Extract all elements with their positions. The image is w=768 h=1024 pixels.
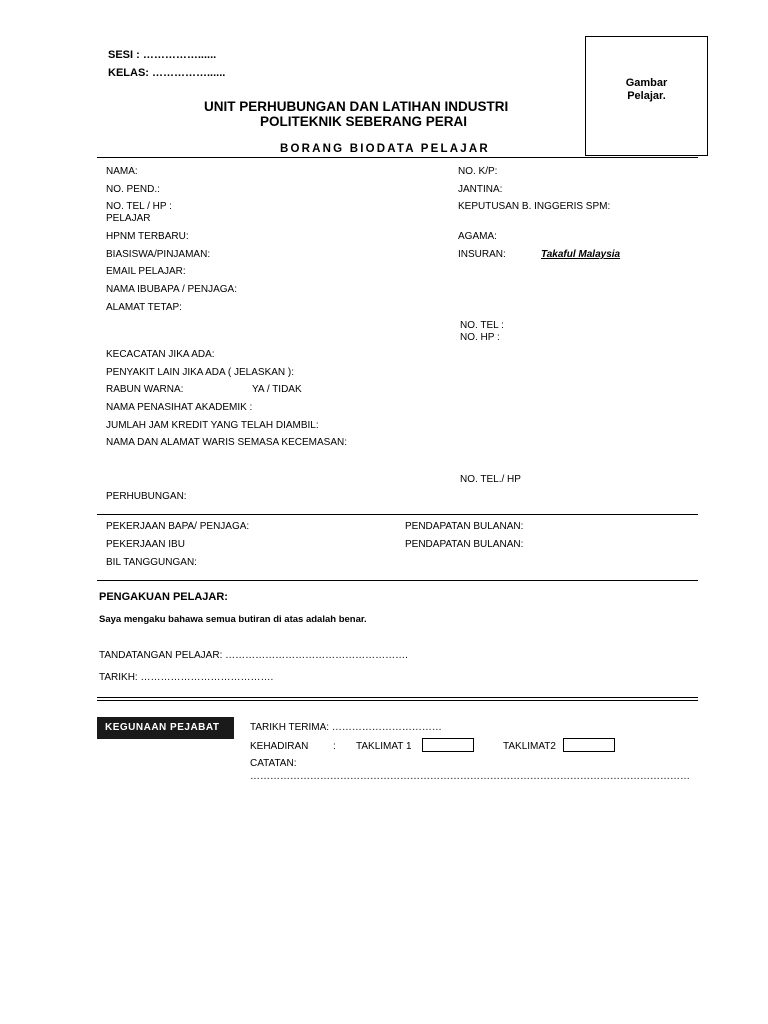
declaration-statement: Saya mengaku bahawa semua butiran di atas adalah benar. (99, 614, 367, 625)
declaration-divider (97, 580, 698, 581)
office-use-label: KEGUNAAN PEJABAT (97, 717, 234, 739)
label-catatan: CATATAN: (250, 758, 297, 769)
label-nama: NAMA: (106, 166, 138, 177)
label-pekerjaan-ibu: PEKERJAAN IBU (106, 539, 185, 550)
label-tanggungan: BIL TANGGUNGAN: (106, 557, 197, 568)
label-no-tel: NO. TEL / HP : (106, 201, 172, 212)
label-pendapatan-bapa: PENDAPATAN BULANAN: (405, 521, 524, 532)
label-no-kp: NO. K/P: (458, 166, 498, 177)
kelas-field: KELAS: ……………...... (108, 67, 226, 79)
label-no-pend: NO. PEND.: (106, 184, 160, 195)
label-pekerjaan-bapa: PEKERJAAN BAPA/ PENJAGA: (106, 521, 250, 532)
label-penasihat: NAMA PENASIHAT AKADEMIK : (106, 402, 253, 413)
label-rabun: RABUN WARNA: (106, 384, 184, 395)
signature-field: TANDATANGAN PELAJAR: ………………………………………………. (99, 650, 408, 661)
label-insuran: INSURAN: (458, 249, 506, 260)
student-photo-box (585, 36, 708, 156)
label-pelajar: PELAJAR (106, 213, 151, 224)
label-agama: AGAMA: (458, 231, 497, 242)
label-nama-ibubapa: NAMA IBUBAPA / PENJAGA: (106, 284, 237, 295)
label-kehadiran: KEHADIRAN (250, 741, 309, 752)
label-perhubungan: PERHUBUNGAN: (106, 491, 187, 502)
label-jantina: JANTINA: (458, 184, 503, 195)
label-biasiswa: BIASISWA/PINJAMAN: (106, 249, 211, 260)
label-alamat: ALAMAT TETAP: (106, 302, 182, 313)
tarikh-terima-field: TARIKH TERIMA: …………………………… (250, 722, 442, 733)
label-tel-waris: NO. TEL./ HP (460, 474, 521, 485)
label-hp-alamat: NO. HP : (460, 332, 500, 343)
insurance-provider: Takaful Malaysia (541, 249, 621, 260)
catatan-line: …………………………………………………………………………………………………………………… (250, 771, 690, 782)
label-taklimat-1: TAKLIMAT 1 (356, 741, 412, 752)
label-waris: NAMA DAN ALAMAT WARIS SEMASA KECEMASAN: (106, 437, 347, 448)
polytechnic-title: POLITEKNIK SEBERANG PERAI (260, 114, 468, 129)
label-kecacatan: KECACATAN JIKA ADA: (106, 349, 215, 360)
label-hpnm: HPNM TERBARU: (106, 231, 189, 242)
label-penyakit: PENYAKIT LAIN JIKA ADA ( JELASKAN ): (106, 367, 295, 378)
family-divider (97, 514, 698, 515)
date-field: TARIKH: …………………………………. (99, 672, 274, 683)
label-jam-kredit: JUMLAH JAM KREDIT YANG TELAH DIAMBIL: (106, 420, 319, 431)
unit-title: UNIT PERHUBUNGAN DAN LATIHAN INDUSTRI (204, 99, 509, 114)
sesi-field: SESI : ……………...... (108, 49, 217, 61)
taklimat-2-box (563, 738, 615, 752)
photo-label: Gambar Pelajar. (625, 77, 668, 102)
label-taklimat-2: TAKLIMAT2 (503, 741, 556, 752)
label-tel-alamat: NO. TEL : (460, 320, 504, 331)
form-title: BORANG BIODATA PELAJAR (280, 143, 490, 155)
office-double-divider (97, 697, 698, 701)
label-pendapatan-ibu: PENDAPATAN BULANAN: (405, 539, 524, 550)
label-email: EMAIL PELAJAR: (106, 266, 186, 277)
header-divider (97, 157, 698, 158)
label-keputusan: KEPUTUSAN B. INGGERIS SPM: (458, 201, 611, 212)
taklimat-1-box (422, 738, 474, 752)
option-ya-tidak: YA / TIDAK (252, 384, 302, 395)
kehadiran-colon: : (333, 741, 336, 752)
declaration-heading: PENGAKUAN PELAJAR: (99, 591, 228, 603)
